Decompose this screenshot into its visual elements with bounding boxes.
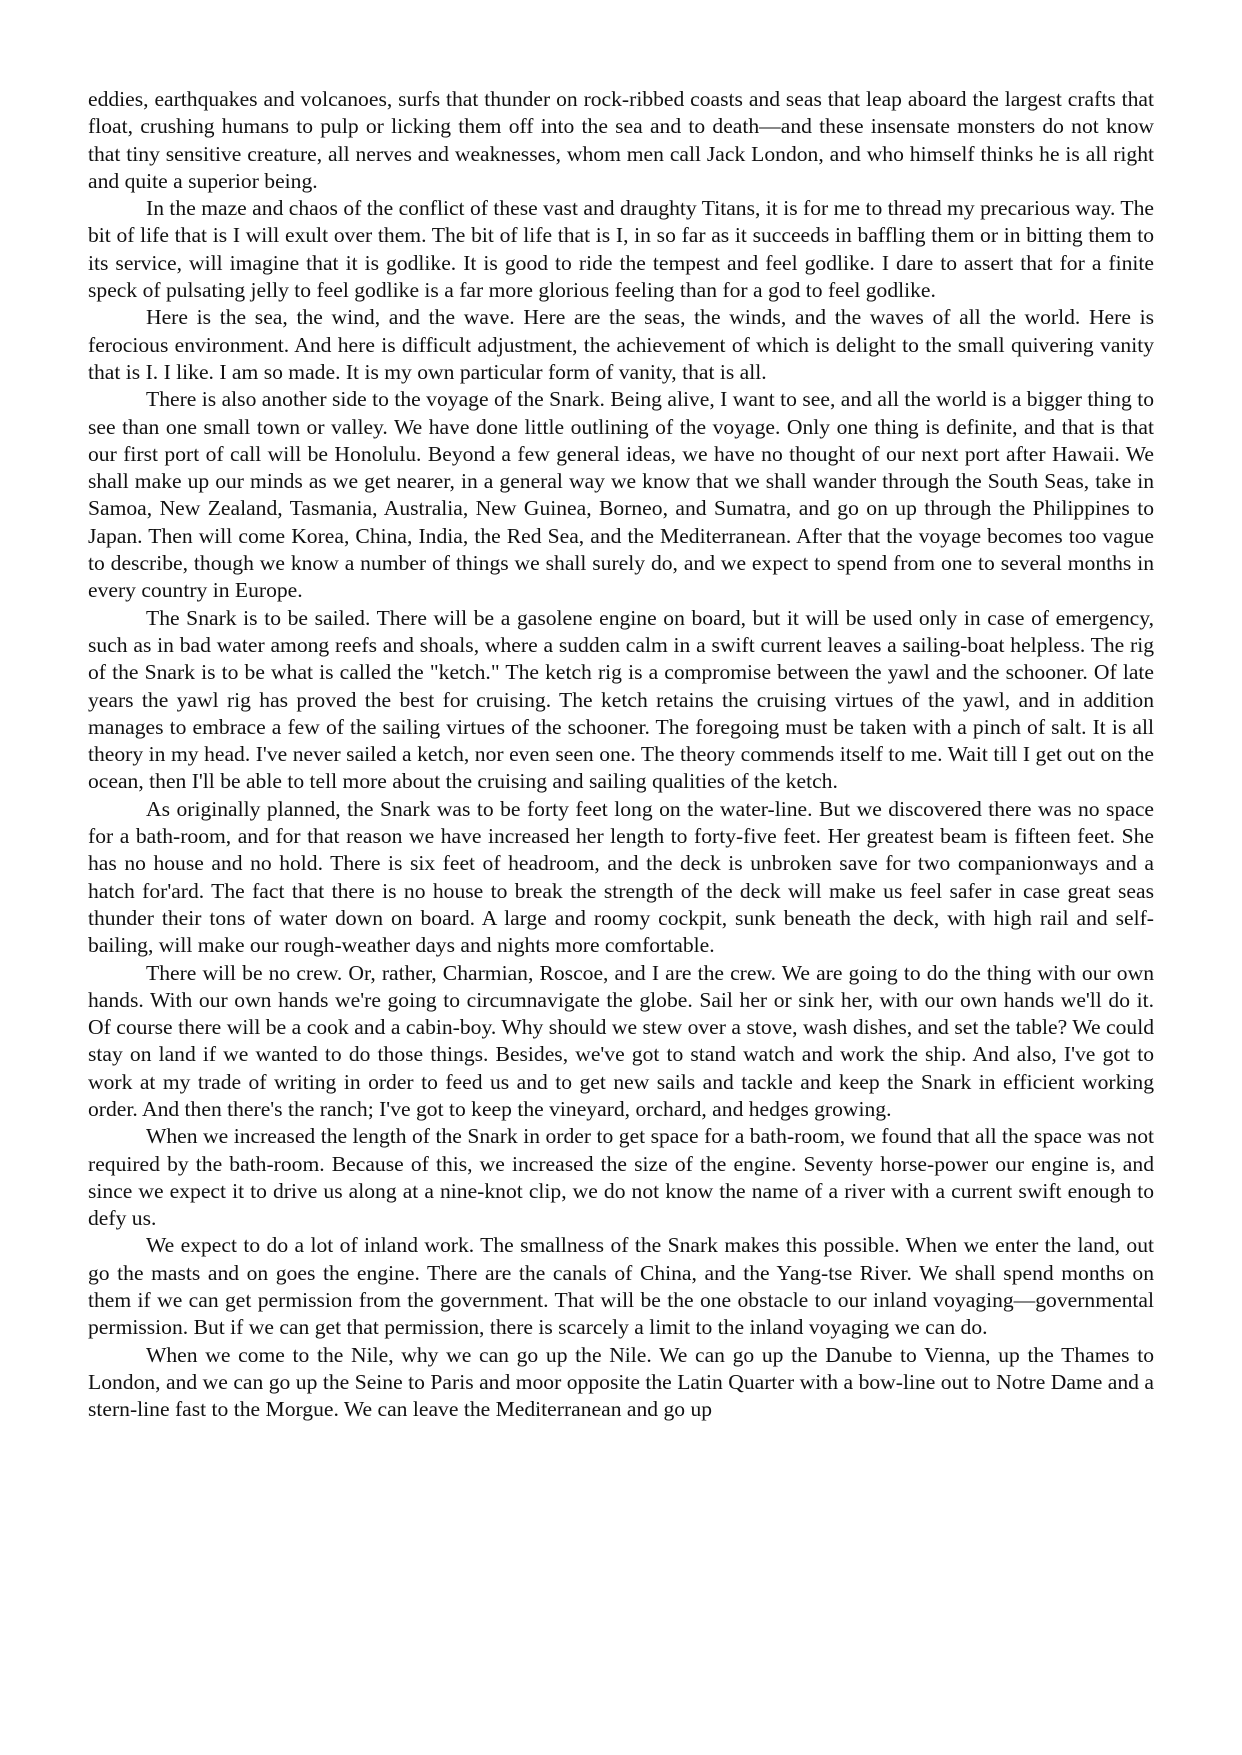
paragraph-6: As originally planned, the Snark was to be forty feet long on the water-line. But we discovered there was no space for a bath-room, and for that reason we have increased her length to forty-five feet. Her greatest beam is fifteen feet. She has no house and no hold. There is six feet of headroom, and the deck is unbroken save for two companionways and a hatch for'ard. The fact that there is no house to break the strength of the deck will make us feel safer in case great seas thunder their tons of water down on board. A large and roomy cockpit, sunk beneath the deck, with high rail and self- bailing, will make our rough-weather days and nights more comfortable. [88, 796, 1154, 958]
paragraph-10: When we come to the Nile, why we can go up the Nile. We can go up the Danube to Vienna, up the Thames to London, and we can go up the Seine to Paris and moor opposite the Latin Quarter with a bow-line out to Notre Dame and a stern-line fast to the Morgue. We can leave the Mediterranean and go up [88, 1342, 1154, 1422]
paragraph-8: When we increased the length of the Snark in order to get space for a bath-room, we found that all the space was not required by the bath-room. Because of this, we increased the size of the engine. Seventy horse-power our engine is, and since we expect it to drive us along at a nine-knot clip, we do not know the name of a river with a current swift enough to defy us. [88, 1124, 1154, 1231]
paragraph-5: The Snark is to be sailed. There will be a gasolene engine on board, but it will be used only in case of emergency, such as in bad water among reefs and shoals, where a sudden calm in a swift current leaves a sailing-boat helpless. The rig of the Snark is to be what is called the "ketch." The ketch rig is a compromise between the yawl and the schooner. Of late years the yawl rig has proved the best for cruising. The ketch retains the cruising virtues of the yawl, and in addition manages to embrace a few of the sailing virtues of the schooner. The foregoing must be taken with a pinch of salt. It is all theory in my head. I've never sailed a ketch, nor even seen one. The theory commends itself to me. Wait till I get out on the ocean, then I'll be able to tell more about the cruising and sailing qualities of the ketch. [88, 605, 1154, 794]
paragraph-1: eddies, earthquakes and volcanoes, surfs that thunder on rock-ribbed coasts and seas that leap aboard the largest crafts that float, crushing humans to pulp or licking them off into the sea and to death—and these insensate monsters do not know that tiny sensitive creature, all nerves and weaknesses, whom men call Jack London, and who himself thinks he is all right and quite a superior being. [88, 87, 1154, 193]
paragraph-7: There will be no crew. Or, rather, Charmian, Roscoe, and I are the crew. We are going to do the thing with our own hands. With our own hands we're going to circumnavigate the globe. Sail her or sink her, with our own hands we'll do it. Of course there will be a cook and a cabin-boy. Why should we stew over a stove, wash dishes, and set the table? We could stay on land if we wanted to do those things. Besides, we've got to stand watch and work the ship. And also, I've got to work at my trade of writing in order to feed us and to get new sails and tackle and keep the Snark in efficient working order. And then there's the ranch; I've got to keep the vineyard, orchard, and hedges growing. [88, 960, 1154, 1121]
paragraph-9: We expect to do a lot of inland work. The smallness of the Snark makes this possible. When we enter the land, out go the masts and on goes the engine. There are the canals of China, and the Yang-tse River. We shall spend months on them if we can get permission from the government. That will be the one obstacle to our inland voyaging—governmental permission. But if we can get that permission, there is scarcely a limit to the inland voyaging we can do. [88, 1233, 1154, 1340]
paragraph-2: In the maze and chaos of the conflict of these vast and draughty Titans, it is for me to thread my precarious way. The bit of life that is I will exult over them. The bit of life that is I, in so far as it succeeds in baffling them or in bitting them to its service, will imagine that it is godlike. It is good to ride the tempest and feel godlike. I dare to assert that for a finite speck of pulsating jelly to feel godlike is a far more glorious feeling than for a god to feel godlike. [88, 196, 1154, 303]
document-page [88, 86, 1154, 1424]
paragraph-4: There is also another side to the voyage of the Snark. Being alive, I want to see, and all the world is a bigger thing to see than one small town or valley. We have done little outlining of the voyage. Only one thing is definite, and that is that our first port of call will be Honolulu. Beyond a few general ideas, we have no thought of our next port after Hawaii. We shall make up our minds as we get nearer, in a general way we know that we shall wander through the South Seas, take in Samoa, New Zealand, Tasmania, Australia, New Guinea, Borneo, and Sumatra, and go on up through the Philippines to Japan. Then will come Korea, China, India, the Red Sea, and the Mediterranean. After that the voyage becomes too vague to describe, though we know a number of things we shall surely do, and we expect to spend from one to several months in every country in Europe. [88, 387, 1154, 603]
paragraph-3: Here is the sea, the wind, and the wave. Here are the seas, the winds, and the waves of all the world. Here is ferocious environment. And here is difficult adjustment, the achievement of which is delight to the small quivering vanity that is I. I like. I am so made. It is my own particular form of vanity, that is all. [88, 305, 1154, 384]
